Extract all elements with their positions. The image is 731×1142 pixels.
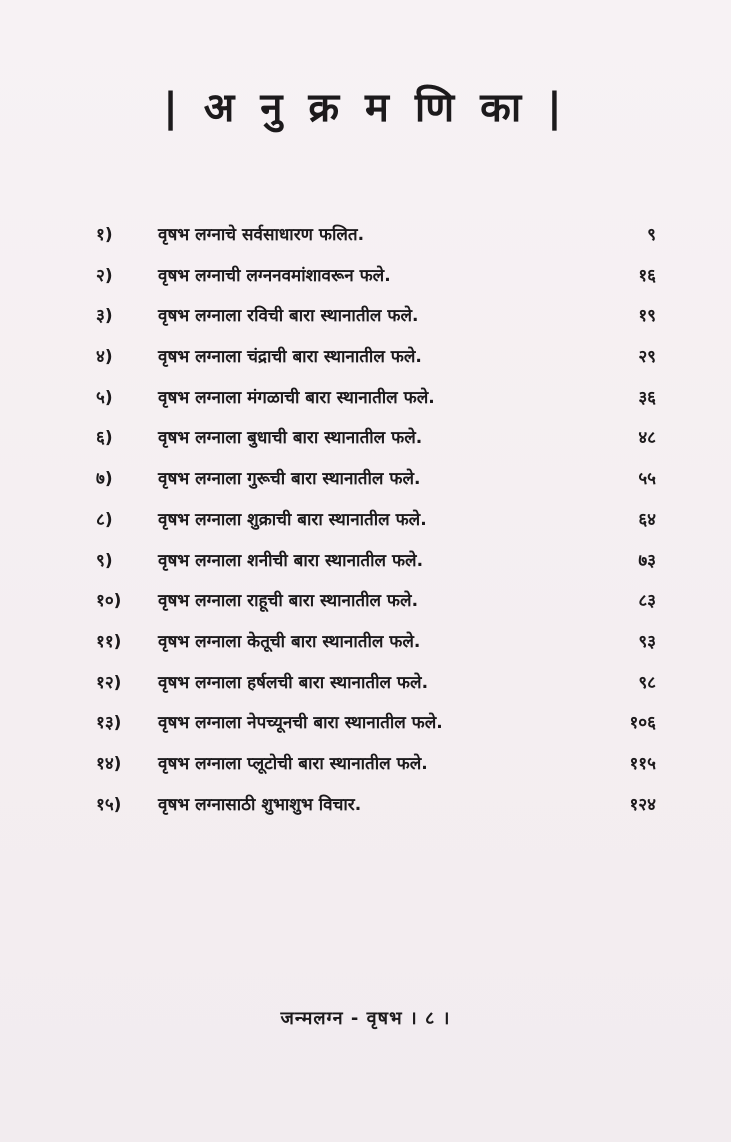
toc-number: १२) bbox=[96, 672, 122, 693]
toc-title: वृषभ लग्नाला नेपच्यूनची बारा स्थानातील फले. bbox=[158, 713, 443, 734]
toc-number: १०) bbox=[96, 591, 122, 612]
toc-title: वृषभ लग्नाला शुक्राची बारा स्थानातील फले. bbox=[158, 509, 427, 530]
toc-page-number: १०६ bbox=[629, 713, 656, 734]
toc-number: १४) bbox=[96, 753, 122, 774]
toc-page-number: ५५ bbox=[638, 469, 656, 490]
toc-title: वृषभ लग्नाला प्लूटोची बारा स्थानातील फले. bbox=[158, 753, 428, 774]
toc-title: वृषभ लग्नाला बुधाची बारा स्थानातील फले. bbox=[158, 428, 423, 449]
toc-title: वृषभ लग्नाला राहूची बारा स्थानातील फले. bbox=[158, 591, 419, 612]
toc-page-number: १६ bbox=[638, 265, 656, 286]
toc-title: वृषभ लग्नाचे सर्वसाधारण फलित. bbox=[158, 225, 365, 245]
toc-row bbox=[96, 383, 656, 424]
toc-title: वृषभ लग्नाला गुरूची बारा स्थानातील फले. bbox=[158, 469, 421, 490]
toc-number: ९) bbox=[96, 550, 113, 571]
toc-page-number: ८३ bbox=[638, 591, 656, 612]
toc-number: ४) bbox=[96, 347, 113, 368]
toc-page-number: ९३ bbox=[638, 631, 656, 652]
toc-page-number: ९८ bbox=[638, 672, 656, 693]
toc-row bbox=[96, 301, 656, 342]
toc-row bbox=[96, 790, 656, 831]
toc-row bbox=[96, 749, 656, 790]
toc-row bbox=[96, 261, 656, 302]
toc-number: १३) bbox=[96, 713, 122, 734]
toc-row bbox=[96, 627, 656, 668]
toc-title: वृषभ लग्नाला मंगळाची बारा स्थानातील फले. bbox=[158, 387, 435, 408]
toc-number: ११) bbox=[96, 631, 122, 652]
toc-number: ३) bbox=[96, 306, 113, 327]
toc-page-number: ६४ bbox=[638, 509, 656, 530]
toc-number: १५) bbox=[96, 794, 122, 815]
page-footer: जन्मलग्न - वृषभ । ८ । bbox=[280, 1008, 451, 1029]
toc-row bbox=[96, 668, 656, 709]
toc-title: वृषभ लग्नाला रविची बारा स्थानातील फले. bbox=[158, 306, 419, 327]
heading-text: | अ नु क्र म णि का | bbox=[163, 85, 568, 131]
toc-title: वृषभ लग्नाला चंद्राची बारा स्थानातील फले. bbox=[158, 347, 422, 368]
toc-number: ७) bbox=[96, 469, 113, 490]
toc-number: ६) bbox=[96, 428, 113, 449]
toc-title: वृषभ लग्नाला केतूची बारा स्थानातील फले. bbox=[158, 631, 421, 652]
toc-row bbox=[96, 546, 656, 587]
toc-page-number: ९ bbox=[647, 225, 656, 245]
toc-title: वृषभ लग्नासाठी शुभाशुभ विचार. bbox=[158, 794, 362, 815]
toc-page-number: ७३ bbox=[638, 550, 656, 571]
toc-page-number: १२४ bbox=[629, 794, 656, 815]
toc-page-number: ३६ bbox=[638, 387, 656, 408]
toc-row bbox=[96, 708, 656, 749]
toc-row bbox=[96, 505, 656, 546]
toc-number: ५) bbox=[96, 387, 113, 408]
contents-heading bbox=[0, 78, 731, 133]
toc-page-number: २९ bbox=[638, 347, 656, 368]
table-of-contents bbox=[96, 220, 656, 830]
toc-row bbox=[96, 586, 656, 627]
toc-page-number: १९ bbox=[638, 306, 656, 327]
toc-number: ८) bbox=[96, 509, 113, 530]
toc-title: वृषभ लग्नाला हर्षलची बारा स्थानातील फले. bbox=[158, 672, 429, 693]
toc-row bbox=[96, 220, 656, 261]
toc-page-number: ११५ bbox=[629, 753, 656, 774]
toc-row bbox=[96, 464, 656, 505]
toc-row bbox=[96, 342, 656, 383]
toc-title: वृषभ लग्नाला शनीची बारा स्थानातील फले. bbox=[158, 550, 424, 571]
toc-number: २) bbox=[96, 265, 113, 286]
toc-number: १) bbox=[96, 225, 113, 245]
toc-title: वृषभ लग्नाची लग्ननवमांशावरून फले. bbox=[158, 265, 391, 286]
toc-row bbox=[96, 423, 656, 464]
toc-page-number: ४८ bbox=[638, 428, 656, 449]
